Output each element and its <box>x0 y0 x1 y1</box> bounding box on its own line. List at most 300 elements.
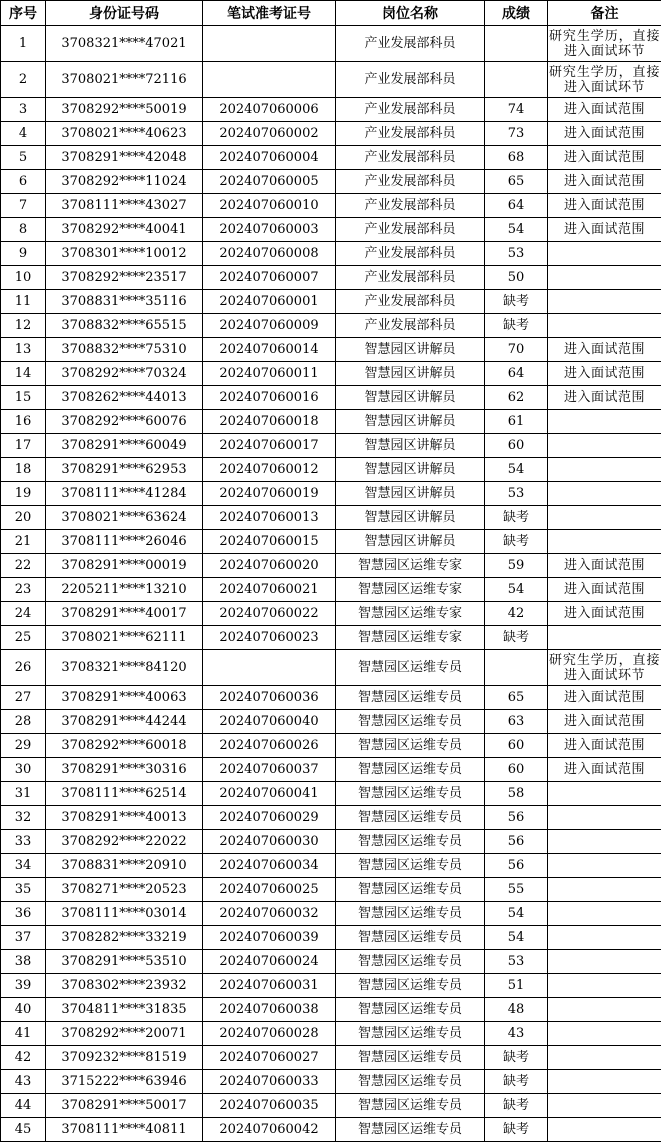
table-row <box>1 242 661 266</box>
cell-score: 64 <box>485 194 548 218</box>
cell-position: 智慧园区运维专员 <box>336 1022 485 1046</box>
cell-exam-no: 202407060009 <box>203 314 336 338</box>
header-position: 岗位名称 <box>336 1 485 26</box>
cell-remark <box>548 830 661 854</box>
cell-id: 3708111****41284 <box>46 482 203 506</box>
table-row <box>1 554 661 578</box>
cell-id: 3708291****40017 <box>46 602 203 626</box>
cell-no: 17 <box>1 434 46 458</box>
cell-no: 9 <box>1 242 46 266</box>
cell-id: 3708302****23932 <box>46 974 203 998</box>
cell-position: 智慧园区运维专员 <box>336 806 485 830</box>
cell-score: 73 <box>485 122 548 146</box>
cell-id: 3708021****63624 <box>46 506 203 530</box>
cell-no: 34 <box>1 854 46 878</box>
cell-position: 智慧园区运维专家 <box>336 602 485 626</box>
cell-score: 53 <box>485 482 548 506</box>
table-row <box>1 266 661 290</box>
cell-remark <box>548 458 661 482</box>
cell-exam-no: 202407060022 <box>203 602 336 626</box>
cell-id: 3708111****03014 <box>46 902 203 926</box>
cell-remark: 研究生学历，直接进入面试环节 <box>548 26 661 62</box>
cell-no: 28 <box>1 710 46 734</box>
cell-exam-no: 202407060016 <box>203 386 336 410</box>
cell-no: 20 <box>1 506 46 530</box>
cell-id: 3708111****40811 <box>46 1118 203 1142</box>
cell-no: 10 <box>1 266 46 290</box>
cell-position: 智慧园区讲解员 <box>336 458 485 482</box>
cell-remark: 进入面试范围 <box>548 218 661 242</box>
cell-position: 智慧园区运维专员 <box>336 686 485 710</box>
cell-remark <box>548 410 661 434</box>
cell-exam-no <box>203 26 336 62</box>
cell-id: 3709232****81519 <box>46 1046 203 1070</box>
cell-exam-no: 202407060025 <box>203 878 336 902</box>
cell-position: 智慧园区运维专员 <box>336 734 485 758</box>
cell-score: 54 <box>485 218 548 242</box>
cell-remark: 进入面试范围 <box>548 686 661 710</box>
cell-position: 智慧园区讲解员 <box>336 410 485 434</box>
cell-no: 29 <box>1 734 46 758</box>
cell-position: 智慧园区运维专员 <box>336 1046 485 1070</box>
cell-score: 53 <box>485 242 548 266</box>
cell-id: 3708291****40063 <box>46 686 203 710</box>
cell-score: 70 <box>485 338 548 362</box>
cell-no: 38 <box>1 950 46 974</box>
cell-exam-no: 202407060041 <box>203 782 336 806</box>
cell-score: 缺考 <box>485 1094 548 1118</box>
cell-score: 74 <box>485 98 548 122</box>
cell-position: 产业发展部科员 <box>336 266 485 290</box>
cell-no: 16 <box>1 410 46 434</box>
cell-no: 18 <box>1 458 46 482</box>
cell-id: 3708271****20523 <box>46 878 203 902</box>
cell-remark <box>548 974 661 998</box>
cell-no: 33 <box>1 830 46 854</box>
cell-remark <box>548 878 661 902</box>
cell-id: 3704811****31835 <box>46 998 203 1022</box>
cell-exam-no: 202407060028 <box>203 1022 336 1046</box>
table-row <box>1 26 661 62</box>
cell-score: 缺考 <box>485 1046 548 1070</box>
cell-score: 59 <box>485 554 548 578</box>
cell-remark <box>548 314 661 338</box>
cell-id: 3708291****44244 <box>46 710 203 734</box>
cell-remark <box>548 1118 661 1142</box>
table-row <box>1 314 661 338</box>
table-row <box>1 878 661 902</box>
cell-exam-no: 202407060020 <box>203 554 336 578</box>
cell-position: 智慧园区讲解员 <box>336 506 485 530</box>
cell-position: 产业发展部科员 <box>336 170 485 194</box>
cell-remark <box>548 998 661 1022</box>
cell-no: 25 <box>1 626 46 650</box>
cell-position: 智慧园区讲解员 <box>336 530 485 554</box>
table-row <box>1 410 661 434</box>
cell-no: 44 <box>1 1094 46 1118</box>
cell-score: 54 <box>485 578 548 602</box>
cell-score: 64 <box>485 362 548 386</box>
cell-score: 60 <box>485 734 548 758</box>
cell-id: 3708291****60049 <box>46 434 203 458</box>
cell-score: 缺考 <box>485 314 548 338</box>
cell-no: 41 <box>1 1022 46 1046</box>
cell-exam-no: 202407060014 <box>203 338 336 362</box>
cell-score: 54 <box>485 926 548 950</box>
cell-position: 智慧园区讲解员 <box>336 338 485 362</box>
cell-remark <box>548 434 661 458</box>
cell-remark: 进入面试范围 <box>548 386 661 410</box>
header-remark: 备注 <box>548 1 661 26</box>
cell-position: 智慧园区运维专员 <box>336 902 485 926</box>
cell-score: 60 <box>485 758 548 782</box>
cell-remark: 进入面试范围 <box>548 146 661 170</box>
cell-exam-no: 202407060036 <box>203 686 336 710</box>
cell-exam-no: 202407060019 <box>203 482 336 506</box>
cell-no: 32 <box>1 806 46 830</box>
table-row <box>1 386 661 410</box>
cell-position: 产业发展部科员 <box>336 314 485 338</box>
cell-id: 2205211****13210 <box>46 578 203 602</box>
table-row <box>1 506 661 530</box>
cell-remark <box>548 1046 661 1070</box>
table-row <box>1 1022 661 1046</box>
cell-exam-no: 202407060012 <box>203 458 336 482</box>
cell-exam-no: 202407060006 <box>203 98 336 122</box>
cell-exam-no: 202407060013 <box>203 506 336 530</box>
table-row <box>1 218 661 242</box>
cell-remark: 进入面试范围 <box>548 734 661 758</box>
cell-position: 智慧园区运维专家 <box>336 578 485 602</box>
cell-id: 3708292****70324 <box>46 362 203 386</box>
cell-remark <box>548 530 661 554</box>
cell-no: 27 <box>1 686 46 710</box>
cell-score: 58 <box>485 782 548 806</box>
cell-score: 56 <box>485 854 548 878</box>
cell-id: 3708292****50019 <box>46 98 203 122</box>
cell-exam-no: 202407060031 <box>203 974 336 998</box>
cell-score: 缺考 <box>485 290 548 314</box>
cell-no: 7 <box>1 194 46 218</box>
cell-position: 产业发展部科员 <box>336 98 485 122</box>
cell-position: 智慧园区运维专家 <box>336 554 485 578</box>
cell-score: 48 <box>485 998 548 1022</box>
table-row <box>1 758 661 782</box>
table-row <box>1 1094 661 1118</box>
cell-no: 3 <box>1 98 46 122</box>
table-row <box>1 950 661 974</box>
cell-remark: 进入面试范围 <box>548 758 661 782</box>
cell-position: 智慧园区讲解员 <box>336 434 485 458</box>
cell-position: 智慧园区运维专员 <box>336 974 485 998</box>
header-exam-no: 笔试准考证号 <box>203 1 336 26</box>
table-row <box>1 926 661 950</box>
cell-exam-no <box>203 62 336 98</box>
cell-score: 61 <box>485 410 548 434</box>
table-row <box>1 602 661 626</box>
cell-no: 1 <box>1 26 46 62</box>
cell-remark <box>548 1022 661 1046</box>
cell-exam-no: 202407060002 <box>203 122 336 146</box>
cell-no: 2 <box>1 62 46 98</box>
cell-exam-no: 202407060037 <box>203 758 336 782</box>
cell-no: 5 <box>1 146 46 170</box>
cell-position: 智慧园区运维专员 <box>336 854 485 878</box>
cell-score: 缺考 <box>485 626 548 650</box>
cell-no: 31 <box>1 782 46 806</box>
cell-remark: 研究生学历，直接进入面试环节 <box>548 650 661 686</box>
cell-remark: 进入面试范围 <box>548 554 661 578</box>
header-score: 成绩 <box>485 1 548 26</box>
cell-score: 缺考 <box>485 530 548 554</box>
cell-exam-no: 202407060032 <box>203 902 336 926</box>
header-no: 序号 <box>1 1 46 26</box>
table-row <box>1 194 661 218</box>
cell-position: 产业发展部科员 <box>336 146 485 170</box>
table-row <box>1 710 661 734</box>
cell-no: 35 <box>1 878 46 902</box>
cell-exam-no: 202407060029 <box>203 806 336 830</box>
table-row <box>1 734 661 758</box>
cell-no: 30 <box>1 758 46 782</box>
cell-id: 3708291****50017 <box>46 1094 203 1118</box>
cell-exam-no: 202407060011 <box>203 362 336 386</box>
table-row <box>1 146 661 170</box>
cell-remark <box>548 782 661 806</box>
cell-exam-no: 202407060034 <box>203 854 336 878</box>
cell-id: 3708292****22022 <box>46 830 203 854</box>
table-row <box>1 458 661 482</box>
cell-no: 45 <box>1 1118 46 1142</box>
cell-no: 13 <box>1 338 46 362</box>
table-row <box>1 854 661 878</box>
cell-exam-no: 202407060007 <box>203 266 336 290</box>
table-row <box>1 1070 661 1094</box>
cell-position: 产业发展部科员 <box>336 122 485 146</box>
cell-remark: 研究生学历，直接进入面试环节 <box>548 62 661 98</box>
cell-id: 3708832****75310 <box>46 338 203 362</box>
cell-score: 68 <box>485 146 548 170</box>
cell-score: 缺考 <box>485 506 548 530</box>
cell-id: 3708832****65515 <box>46 314 203 338</box>
cell-remark <box>548 926 661 950</box>
cell-score <box>485 62 548 98</box>
cell-id: 3708321****47021 <box>46 26 203 62</box>
cell-remark: 进入面试范围 <box>548 170 661 194</box>
cell-remark: 进入面试范围 <box>548 362 661 386</box>
cell-no: 40 <box>1 998 46 1022</box>
cell-score: 缺考 <box>485 1070 548 1094</box>
cell-position: 智慧园区运维专员 <box>336 878 485 902</box>
cell-id: 3708282****33219 <box>46 926 203 950</box>
cell-id: 3708321****84120 <box>46 650 203 686</box>
cell-remark: 进入面试范围 <box>548 194 661 218</box>
cell-position: 智慧园区运维专员 <box>336 950 485 974</box>
cell-remark <box>548 950 661 974</box>
cell-position: 产业发展部科员 <box>336 26 485 62</box>
cell-id: 3708292****23517 <box>46 266 203 290</box>
cell-no: 15 <box>1 386 46 410</box>
cell-id: 3708111****43027 <box>46 194 203 218</box>
table-row <box>1 782 661 806</box>
cell-exam-no: 202407060003 <box>203 218 336 242</box>
table-row <box>1 434 661 458</box>
cell-id: 3708021****40623 <box>46 122 203 146</box>
table-row <box>1 290 661 314</box>
cell-exam-no: 202407060017 <box>203 434 336 458</box>
cell-no: 6 <box>1 170 46 194</box>
cell-score: 51 <box>485 974 548 998</box>
cell-remark: 进入面试范围 <box>548 122 661 146</box>
cell-remark <box>548 1094 661 1118</box>
table-row <box>1 806 661 830</box>
cell-remark <box>548 482 661 506</box>
cell-id: 3708262****44013 <box>46 386 203 410</box>
cell-score: 54 <box>485 902 548 926</box>
cell-id: 3708021****72116 <box>46 62 203 98</box>
cell-score: 缺考 <box>485 1118 548 1142</box>
cell-remark: 进入面试范围 <box>548 710 661 734</box>
cell-id: 3708831****35116 <box>46 290 203 314</box>
cell-no: 39 <box>1 974 46 998</box>
cell-no: 36 <box>1 902 46 926</box>
cell-no: 43 <box>1 1070 46 1094</box>
cell-position: 产业发展部科员 <box>336 242 485 266</box>
header-row <box>1 1 661 26</box>
cell-id: 3715222****63946 <box>46 1070 203 1094</box>
cell-id: 3708291****40013 <box>46 806 203 830</box>
cell-remark <box>548 242 661 266</box>
cell-position: 智慧园区运维专员 <box>336 1070 485 1094</box>
cell-position: 智慧园区运维专员 <box>336 650 485 686</box>
cell-position: 产业发展部科员 <box>336 194 485 218</box>
cell-score <box>485 650 548 686</box>
cell-no: 22 <box>1 554 46 578</box>
cell-id: 3708291****53510 <box>46 950 203 974</box>
cell-id: 3708021****62111 <box>46 626 203 650</box>
table-row <box>1 1046 661 1070</box>
table-row <box>1 1118 661 1142</box>
table-row <box>1 482 661 506</box>
cell-score: 60 <box>485 434 548 458</box>
cell-exam-no: 202407060038 <box>203 998 336 1022</box>
cell-id: 3708292****60018 <box>46 734 203 758</box>
cell-position: 智慧园区讲解员 <box>336 482 485 506</box>
cell-remark <box>548 806 661 830</box>
cell-id: 3708301****10012 <box>46 242 203 266</box>
table-row <box>1 62 661 98</box>
cell-remark <box>548 290 661 314</box>
cell-no: 14 <box>1 362 46 386</box>
cell-position: 智慧园区运维专员 <box>336 758 485 782</box>
cell-id: 3708292****11024 <box>46 170 203 194</box>
cell-exam-no: 202407060033 <box>203 1070 336 1094</box>
cell-no: 4 <box>1 122 46 146</box>
cell-score: 65 <box>485 686 548 710</box>
cell-score: 56 <box>485 806 548 830</box>
cell-no: 12 <box>1 314 46 338</box>
cell-exam-no: 202407060005 <box>203 170 336 194</box>
cell-position: 智慧园区运维专家 <box>336 626 485 650</box>
table-body <box>1 26 661 1142</box>
cell-remark <box>548 626 661 650</box>
cell-no: 24 <box>1 602 46 626</box>
cell-no: 42 <box>1 1046 46 1070</box>
table-row <box>1 626 661 650</box>
cell-exam-no <box>203 650 336 686</box>
cell-no: 26 <box>1 650 46 686</box>
cell-remark <box>548 854 661 878</box>
cell-no: 11 <box>1 290 46 314</box>
table-row <box>1 686 661 710</box>
cell-id: 3708291****00019 <box>46 554 203 578</box>
cell-id: 3708291****62953 <box>46 458 203 482</box>
cell-position: 智慧园区运维专员 <box>336 1118 485 1142</box>
cell-score: 42 <box>485 602 548 626</box>
cell-remark <box>548 902 661 926</box>
cell-exam-no: 202407060018 <box>203 410 336 434</box>
cell-id: 3708111****62514 <box>46 782 203 806</box>
table-row <box>1 830 661 854</box>
cell-exam-no: 202407060001 <box>203 290 336 314</box>
cell-exam-no: 202407060027 <box>203 1046 336 1070</box>
cell-exam-no: 202407060039 <box>203 926 336 950</box>
cell-score: 53 <box>485 950 548 974</box>
cell-id: 3708291****30316 <box>46 758 203 782</box>
cell-score: 55 <box>485 878 548 902</box>
cell-remark: 进入面试范围 <box>548 338 661 362</box>
cell-exam-no: 202407060035 <box>203 1094 336 1118</box>
cell-exam-no: 202407060008 <box>203 242 336 266</box>
cell-exam-no: 202407060026 <box>203 734 336 758</box>
cell-score: 62 <box>485 386 548 410</box>
cell-score: 56 <box>485 830 548 854</box>
cell-id: 3708111****26046 <box>46 530 203 554</box>
cell-exam-no: 202407060015 <box>203 530 336 554</box>
cell-exam-no: 202407060024 <box>203 950 336 974</box>
cell-position: 产业发展部科员 <box>336 62 485 98</box>
cell-no: 21 <box>1 530 46 554</box>
cell-exam-no: 202407060010 <box>203 194 336 218</box>
table-row <box>1 170 661 194</box>
cell-exam-no: 202407060030 <box>203 830 336 854</box>
cell-id: 3708292****20071 <box>46 1022 203 1046</box>
table-row <box>1 578 661 602</box>
table-row <box>1 362 661 386</box>
cell-no: 19 <box>1 482 46 506</box>
table-row <box>1 974 661 998</box>
cell-remark <box>548 1070 661 1094</box>
cell-id: 3708831****20910 <box>46 854 203 878</box>
table-row <box>1 338 661 362</box>
cell-id: 3708292****40041 <box>46 218 203 242</box>
cell-score: 43 <box>485 1022 548 1046</box>
cell-no: 8 <box>1 218 46 242</box>
cell-remark: 进入面试范围 <box>548 602 661 626</box>
table-row <box>1 530 661 554</box>
table-row <box>1 98 661 122</box>
cell-score: 54 <box>485 458 548 482</box>
cell-exam-no: 202407060004 <box>203 146 336 170</box>
cell-position: 智慧园区运维专员 <box>336 830 485 854</box>
cell-exam-no: 202407060021 <box>203 578 336 602</box>
table-row <box>1 902 661 926</box>
header-id: 身份证号码 <box>46 1 203 26</box>
table-row <box>1 998 661 1022</box>
cell-score: 50 <box>485 266 548 290</box>
table-row <box>1 122 661 146</box>
cell-remark <box>548 266 661 290</box>
